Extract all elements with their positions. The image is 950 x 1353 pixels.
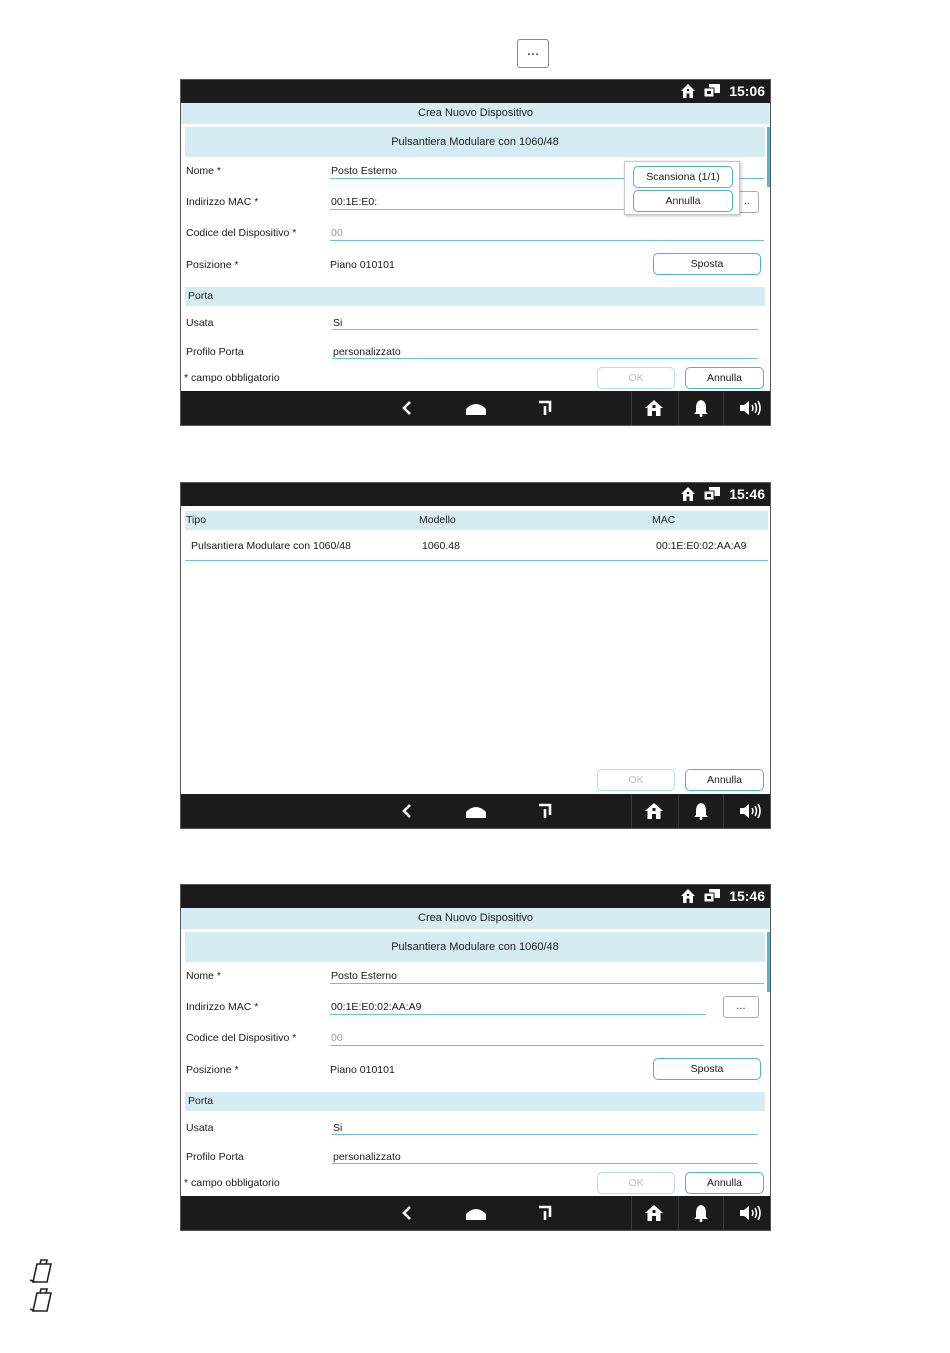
recent-icon[interactable] xyxy=(535,399,555,417)
note-icon xyxy=(27,1258,55,1284)
back-icon[interactable] xyxy=(397,399,417,417)
name-underline xyxy=(330,983,764,984)
used-underline xyxy=(332,329,758,330)
mac-field[interactable]: 00:1E:E0:02:AA:A9 xyxy=(331,1001,422,1013)
mac-label: Indirizzo MAC * xyxy=(186,1001,259,1013)
navigation-bar xyxy=(181,1196,770,1230)
profile-label: Profilo Porta xyxy=(186,1151,244,1163)
table-row[interactable] xyxy=(185,534,768,561)
move-button[interactable]: Sposta xyxy=(653,1058,761,1080)
profile-underline xyxy=(332,358,758,359)
cancel-button[interactable]: Annulla xyxy=(685,367,764,389)
nav-separator xyxy=(631,1196,632,1230)
screen-create-device-scanning xyxy=(180,79,771,426)
ok-button[interactable]: OK xyxy=(597,769,675,791)
cancel-button[interactable]: Annulla xyxy=(685,1172,764,1194)
code-underline xyxy=(330,1045,764,1046)
speaker-icon[interactable] xyxy=(738,1204,762,1222)
mac-picker-button[interactable]: ... xyxy=(723,996,759,1018)
home-nav-icon[interactable] xyxy=(464,399,488,417)
table-header xyxy=(185,511,768,530)
profile-underline xyxy=(332,1163,758,1164)
bell-icon[interactable] xyxy=(691,1204,711,1222)
network-icon xyxy=(703,486,721,502)
used-field[interactable]: Si xyxy=(333,317,343,329)
code-label: Codice del Dispositivo * xyxy=(186,227,297,239)
bell-icon[interactable] xyxy=(691,802,711,820)
position-value: Piano 010101 xyxy=(330,1064,395,1076)
bell-icon[interactable] xyxy=(691,399,711,417)
mac-field[interactable]: 00:1E:E0: xyxy=(331,196,378,208)
section-door: Porta xyxy=(185,1092,765,1111)
section-door: Porta xyxy=(185,287,765,306)
home-icon xyxy=(680,486,696,502)
code-label: Codice del Dispositivo * xyxy=(186,1032,297,1044)
form-title: Crea Nuovo Dispositivo xyxy=(181,908,770,929)
nav-separator xyxy=(723,391,724,425)
status-bar xyxy=(181,483,770,506)
name-field[interactable]: Posto Esterno xyxy=(331,165,397,177)
scrollbar[interactable] xyxy=(767,932,770,992)
house-icon[interactable] xyxy=(644,399,664,417)
house-icon[interactable] xyxy=(644,1204,664,1222)
recent-icon[interactable] xyxy=(535,802,555,820)
navigation-bar xyxy=(181,391,770,425)
form-subtitle: Pulsantiera Modulare con 1060/48 xyxy=(185,127,765,157)
row-type: Pulsantiera Modulare con 1060/48 xyxy=(191,540,351,552)
position-label: Posizione * xyxy=(186,1064,239,1076)
network-icon xyxy=(703,888,721,904)
used-field[interactable]: Si xyxy=(333,1122,343,1134)
form-title: Crea Nuovo Dispositivo xyxy=(181,103,770,124)
code-underline xyxy=(330,240,764,241)
status-time: 15:46 xyxy=(729,486,765,502)
home-icon xyxy=(680,83,696,99)
home-nav-icon[interactable] xyxy=(464,1204,488,1222)
speaker-icon[interactable] xyxy=(738,399,762,417)
profile-field[interactable]: personalizzato xyxy=(333,1151,401,1163)
status-time: 15:06 xyxy=(729,83,765,99)
position-label: Posizione * xyxy=(186,259,239,271)
status-bar xyxy=(181,80,770,103)
used-label: Usata xyxy=(186,1122,214,1134)
name-label: Nome * xyxy=(186,165,222,177)
code-field[interactable]: 00 xyxy=(331,227,343,239)
form-subtitle: Pulsantiera Modulare con 1060/48 xyxy=(185,932,765,962)
ellipsis-button[interactable]: ... xyxy=(517,39,549,68)
code-field[interactable]: 00 xyxy=(331,1032,343,1044)
screen-scan-results xyxy=(180,482,771,829)
nav-separator xyxy=(631,794,632,828)
used-label: Usata xyxy=(186,317,214,329)
nav-separator xyxy=(631,391,632,425)
position-value: Piano 010101 xyxy=(330,259,395,271)
speaker-icon[interactable] xyxy=(738,802,762,820)
status-time: 15:46 xyxy=(729,888,765,904)
network-icon xyxy=(703,83,721,99)
mac-underline xyxy=(330,1014,706,1015)
row-model: 1060.48 xyxy=(422,540,460,552)
navigation-bar xyxy=(181,794,770,828)
ok-button[interactable]: OK xyxy=(597,367,675,389)
column-model: Modello xyxy=(419,514,456,526)
back-icon[interactable] xyxy=(397,802,417,820)
status-bar xyxy=(181,885,770,908)
column-mac: MAC xyxy=(652,514,676,526)
scan-button[interactable]: Scansiona (1/1) xyxy=(633,166,733,188)
screen-create-device-filled xyxy=(180,884,771,1231)
home-nav-icon[interactable] xyxy=(464,802,488,820)
required-note: * campo obbligatorio xyxy=(184,1177,280,1189)
profile-label: Profilo Porta xyxy=(186,346,244,358)
popup-cancel-button[interactable]: Annulla xyxy=(633,190,733,212)
move-button[interactable]: Sposta xyxy=(653,253,761,275)
cancel-button[interactable]: Annulla xyxy=(685,769,764,791)
name-field[interactable]: Posto Esterno xyxy=(331,970,397,982)
dots-label: .. xyxy=(743,195,751,207)
home-icon xyxy=(680,888,696,904)
required-note: * campo obbligatorio xyxy=(184,372,280,384)
nav-separator xyxy=(723,794,724,828)
profile-field[interactable]: personalizzato xyxy=(333,346,401,358)
back-icon[interactable] xyxy=(397,1204,417,1222)
mac-label: Indirizzo MAC * xyxy=(186,196,259,208)
house-icon[interactable] xyxy=(644,802,664,820)
scan-popup xyxy=(624,161,740,215)
nav-separator xyxy=(723,1196,724,1230)
column-type: Tipo xyxy=(186,514,207,526)
name-label: Nome * xyxy=(186,970,222,982)
recent-icon[interactable] xyxy=(535,1204,555,1222)
nav-separator xyxy=(678,1196,679,1230)
row-mac: 00:1E:E0:02:AA:A9 xyxy=(656,540,747,552)
nav-separator xyxy=(678,794,679,828)
used-underline xyxy=(332,1134,758,1135)
note-icon xyxy=(27,1287,55,1313)
nav-separator xyxy=(678,391,679,425)
scrollbar[interactable] xyxy=(767,127,770,187)
ok-button[interactable]: OK xyxy=(597,1172,675,1194)
